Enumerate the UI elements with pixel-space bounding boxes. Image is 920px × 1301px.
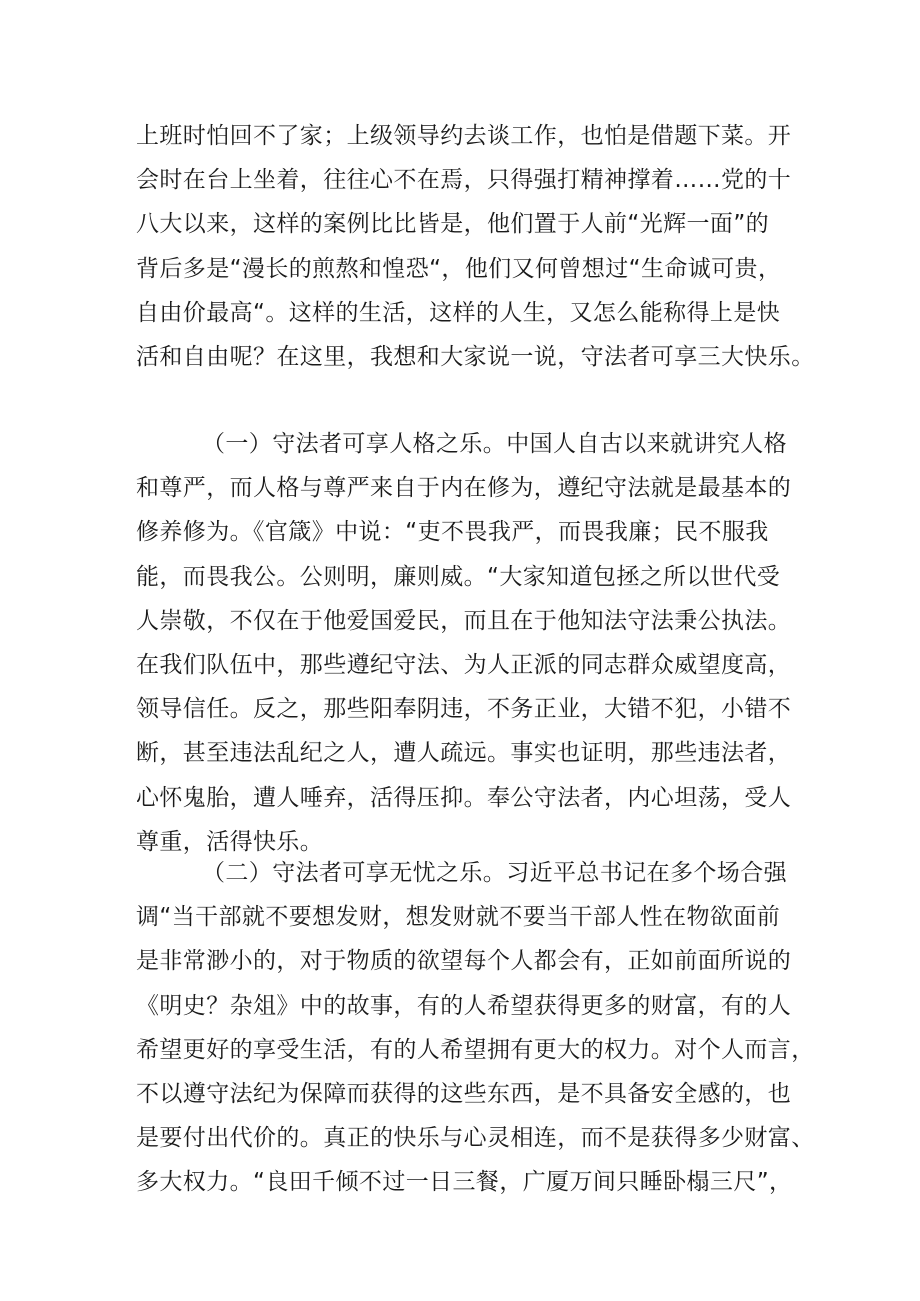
text-line: 活和自由呢？在这里，我想和大家说一说，守法者可享三大快乐。 [136,343,815,370]
text-line: 会时在台上坐着，往往心不在焉，只得强打精神撑着……党的十 [136,167,792,194]
text-line: 调“当干部就不要想发财，想发财就不要当干部人性在物欲面前 [136,904,781,931]
text-line: 不以遵守法纪为保障而获得的这些东西，是不具备安全感的，也 [136,1080,792,1107]
text-line: （二）守法者可享无忧之乐。习近平总书记在多个场合强 [202,860,787,886]
text-line: 八大以来，这样的案例比比皆是，他们置于人前“光辉一面”的 [136,211,770,238]
text-line: 上班时怕回不了家；上级领导约去谈工作，也怕是借题下菜。开 [136,123,792,149]
text-line: 断，甚至违法乱纪之人，遭人疏远。事实也证明，那些违法者， [136,740,792,767]
text-line: 是要付出代价的。真正的快乐与心灵相连，而不是获得多少财富、 [136,1125,815,1152]
text-line: 自由价最高“。这样的生活，这样的人生，又怎么能称得上是快 [136,299,781,326]
text-line: 在我们队伍中，那些遵纪守法、为人正派的同志群众威望度高， [136,651,792,678]
text-line: 领导信任。反之，那些阳奉阴违，不务正业，大错不犯，小错不 [136,696,792,723]
paragraph-continuation [136,114,815,379]
text-line: 尊重，活得快乐。 [136,828,324,855]
text-line: 多大权力。“良田千倾不过一日三餐，广厦万间只睡卧榻三尺”， [136,1169,793,1196]
text-line: （一）守法者可享人格之乐。中国人自古以来就讲究人格 [202,431,787,457]
text-line: 《明史？杂俎》中的故事，有的人希望获得更多的财富，有的人 [136,992,792,1019]
text-line: 心怀鬼胎，遭人唾弃，活得压抑。奉公守法者，内心坦荡，受人 [136,784,792,811]
text-line: 能，而畏我公。公则明，廉则威。“大家知道包拯之所以世代受 [136,563,781,590]
text-line: 人崇敬，不仅在于他爱国爱民，而且在于他知法守法秉公执法。 [136,607,792,634]
paragraph-personality-joy [136,422,796,864]
text-line: 背后多是“漫长的煎熬和惶恐“，他们又何曾想过“生命诚可贵， [136,255,782,282]
text-line: 和尊严，而人格与尊严来自于内在修为，遵纪守法就是最基本的 [136,475,792,502]
text-line: 希望更好的享受生活，有的人希望拥有更大的权力。对个人而言， [136,1036,815,1063]
text-line: 修养修为。《官箴》中说：“吏不畏我严，而畏我廉；民不服我 [136,519,769,546]
paragraph-worry-free-joy [136,851,815,1205]
text-line: 是非常渺小的，对于物质的欲望每个人都会有，正如前面所说的 [136,948,792,975]
